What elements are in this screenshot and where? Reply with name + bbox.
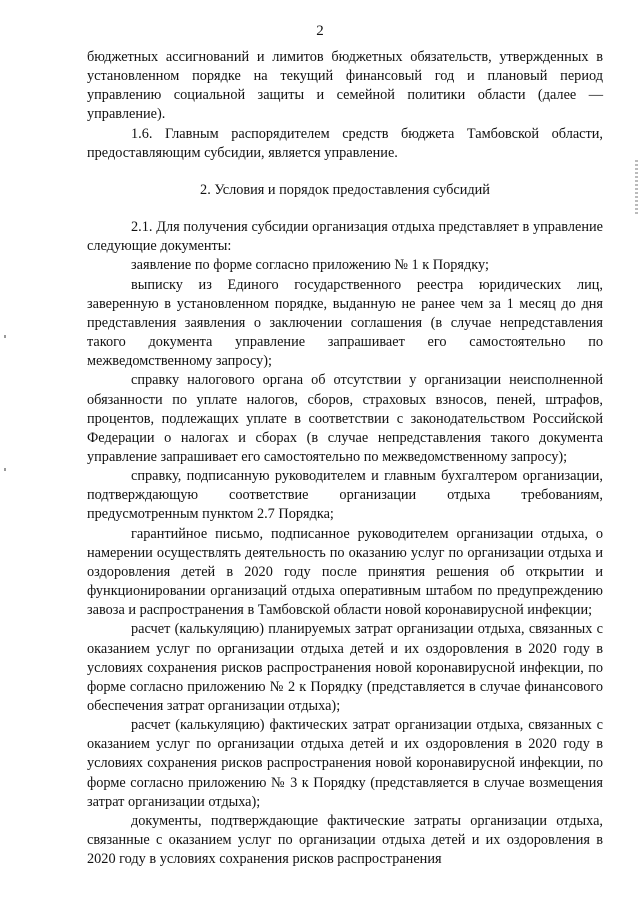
list-item-cost-documents: документы, подтверждающие фактические затраты организации отдыха, связанные с оказанием услуг по организации отдыха детей и их оздоровления в 2020 году в условиях сохранения рисков распространения <box>87 812 603 868</box>
list-item-application: заявление по форме согласно приложению № 1 к Порядку; <box>131 257 489 274</box>
list-item-tax-certificate: справку налогового органа об отсутствии у организации неисполненной обязанности по уплате налогов, сборов, страховых взносов, пеней, штрафов, процентов, подлежащих уплате в соответствии с законодательством Российской Федерации о налогах и сборах (в случае непредставления такого документа управление запрашивает его самостоятельно по межведомственному запросу); <box>87 372 603 465</box>
scan-speck <box>4 335 6 338</box>
list-item-egrul-extract: выписку из Единого государственного реестра юридических лиц, заверенную в установленном порядке, выданную не ранее чем за 1 месяц до дня представления заявления о заключении соглашения (в случае непредставления такого документа управление запрашивает его самостоятельно по межведомственному запросу); <box>87 276 603 370</box>
scan-speck <box>4 468 6 471</box>
paragraph-continuation: бюджетных ассигнований и лимитов бюджетных обязательств, утвержденных в установленном порядке на текущий финансовый год и плановый период управлению социальной защиты и семейной политики области (далее — управление). <box>87 49 603 123</box>
list-item-guarantee-letter: гарантийное письмо, подписанное руководителем организации отдыха, о намерении осуществлять деятельность по оказанию услуг по организации отдыха и оздоровления детей в 2020 году после принятия решения об открытии и функционировании организаций отдыха оперативным штабом по предупреждению завоза и распространения в Тамбовской области новой коронавирусной инфекции; <box>87 525 603 619</box>
document-body <box>87 48 603 869</box>
section-heading: 2. Условия и порядок предоставления субсидий <box>200 181 490 198</box>
list-item-actual-costs: расчет (калькуляцию) фактических затрат организации отдыха, связанных с оказанием услуг по организации отдыха детей и их оздоровления в 2020 году в условиях сохранения рисков распространения новой коронавирусной инфекции, по форме согласно приложению № 3 к Порядку (представляется в случае возмещения затрат организации отдыха); <box>87 717 603 810</box>
paragraph-1-6: 1.6. Главным распорядителем средств бюджета Тамбовской области, предоставляющим субсидии, является управление. <box>87 125 603 161</box>
scan-margin-mark <box>635 160 638 216</box>
paragraph-2-1: 2.1. Для получения субсидии организация отдыха представляет в управление следующие документы: <box>87 219 603 255</box>
list-item-planned-costs: расчет (калькуляцию) планируемых затрат организации отдыха, связанных с оказанием услуг по организации отдыха детей и их оздоровления в 2020 году в условиях сохранения рисков распространения новой коронавирусной инфекции, по форме согласно приложению № 2 к Порядку (представляется в случае финансового обеспечения затрат организации отдыха); <box>87 621 603 714</box>
list-item-compliance-certificate: справку, подписанную руководителем и главным бухгалтером организации, подтверждающую соответствие организации отдыха требованиям, предусмотренным пунктом 2.7 Порядка; <box>87 468 603 523</box>
page-number: 2 <box>316 23 324 39</box>
